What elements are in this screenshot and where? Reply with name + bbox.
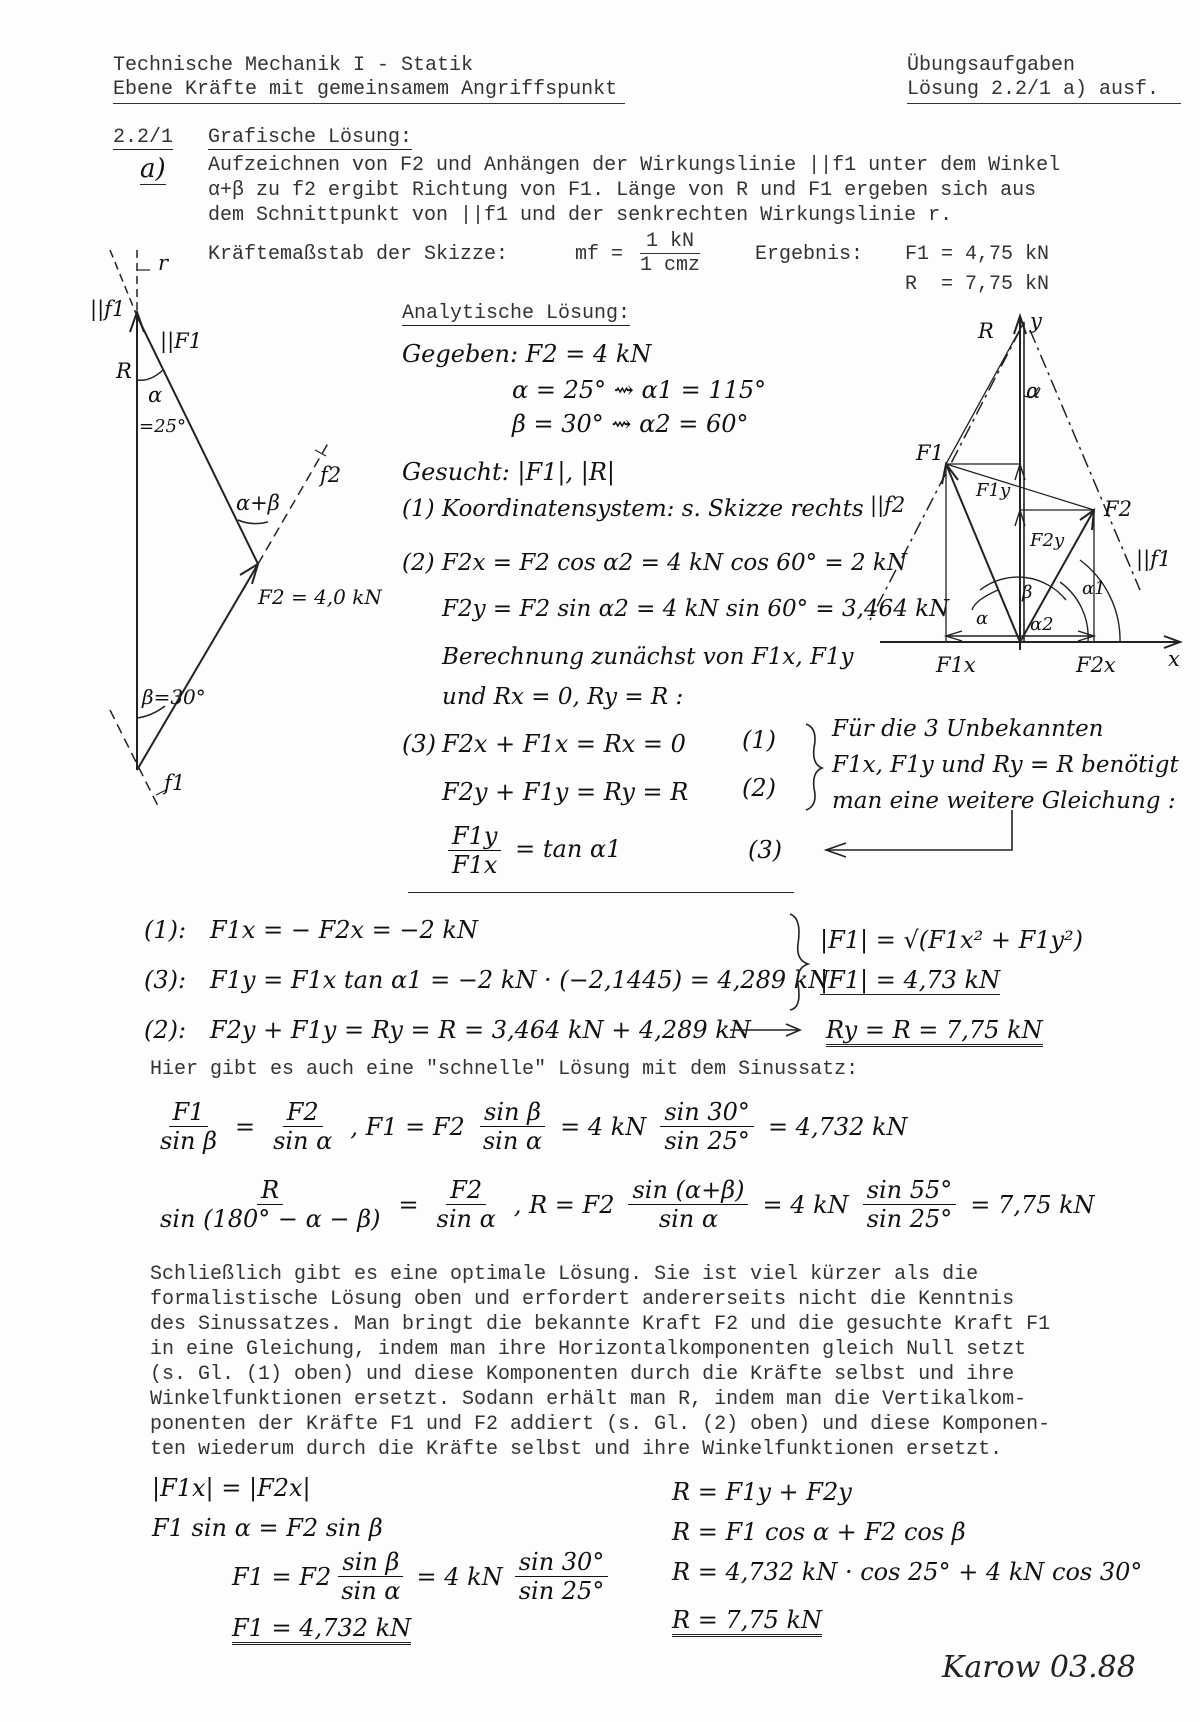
label-F1: F1 — [916, 441, 944, 465]
sine-b-frac-4 — [863, 1176, 957, 1233]
sine-a-frac-4 — [660, 1098, 754, 1155]
final-left-result: F1 = 4,732 kN — [232, 1614, 411, 1645]
sine-b-num-1: R — [257, 1176, 283, 1205]
sine-b-num-3: sin (α+β) — [628, 1176, 748, 1205]
optimal-line-3: des Sinussatzes. Man bringt die bekannte Kraft F2 und die gesuchte Kraft F1 — [150, 1313, 1051, 1336]
label-beta-value: β=30° — [142, 685, 206, 709]
label-alpha1: α1 — [1082, 578, 1106, 599]
label-F2y: F2y — [1030, 530, 1065, 551]
header-course: Technische Mechanik I - Statik — [113, 54, 474, 77]
header-solution-ref: Lösung 2.2/1 a) ausf. — [907, 78, 1160, 101]
result-r: R = 7,75 kN — [905, 273, 1050, 296]
sine-a-frac-2 — [269, 1098, 336, 1155]
result-3-label: (3): — [144, 966, 187, 994]
scale-denominator: 1 cmz — [640, 254, 701, 277]
header-exercises: Übungsaufgaben — [907, 54, 1076, 77]
sine-a-den-2: sin α — [273, 1127, 333, 1155]
label-f1: f1 — [164, 771, 186, 795]
beta-line: β = 30° ⇝ α2 = 60° — [512, 410, 749, 438]
label-F2-value: F2 = 4,0 kN — [258, 585, 382, 609]
sine-b-equals: = — [398, 1190, 419, 1219]
optimal-line-5: (s. Gl. (1) oben) und diese Komponenten durch die Kräfte selbst und ihre — [150, 1363, 1015, 1386]
result-f1: F1 = 4,75 kN — [905, 243, 1050, 266]
part-label: a) — [140, 154, 166, 184]
label-F1x: F1x — [936, 653, 976, 677]
sine-a-num-4: sin 30° — [660, 1098, 754, 1127]
sine-b-den-1: sin (180° − α − β) — [160, 1205, 381, 1233]
step-1: (1) Koordinatensystem: s. Skizze rechts — [402, 496, 864, 522]
sine-b-result: = 7,75 kN — [970, 1190, 1095, 1219]
sine-b-frac-1 — [156, 1176, 384, 1233]
step-2a: (2) F2x = F2 cos α2 = 4 kN cos 60° = 2 kN — [402, 550, 907, 576]
sine-b-num-2: F2 — [446, 1176, 486, 1205]
calc-line-1: Berechnung zunächst von F1x, F1y — [442, 644, 854, 670]
scale-label: Kräftemaßstab der Skizze: — [208, 243, 509, 266]
optimal-line-4: in eine Gleichung, indem man ihre Horizontalkomponenten gleich Null setzt — [150, 1338, 1027, 1361]
result-label: Ergebnis: — [755, 243, 864, 266]
sine-a-num-3: sin β — [480, 1098, 545, 1127]
abs-f1-formula: |F1| = √(F1x² + F1y²) — [820, 926, 1084, 954]
label-alpha-beta: α+β — [236, 491, 280, 515]
final-left-3-mid: = 4 kN — [416, 1562, 503, 1591]
label-x: x — [1168, 647, 1180, 671]
label-f2-parallel: ||f2 — [870, 493, 906, 517]
final-left-3-num-1: sin β — [338, 1548, 403, 1577]
result-1-label: (1): — [144, 916, 187, 944]
result-1: F1x = − F2x = −2 kN — [210, 916, 478, 944]
result-2: F2y + F1y = Ry = R = 3,464 kN + 4,289 kN — [210, 1016, 751, 1044]
intro-line-2: α+β zu f2 ergibt Richtung von F1. Länge von R und F1 ergeben sich aus — [208, 179, 1037, 202]
note-line-2: F1x, F1y und Ry = R benötigt — [832, 752, 1179, 778]
final-right-2: R = F1 cos α + F2 cos β — [672, 1518, 966, 1546]
sine-a-result: = 4,732 kN — [767, 1112, 908, 1141]
label-f2: f2 — [320, 463, 342, 487]
final-left-1: |F1x| = |F2x| — [152, 1474, 311, 1502]
equation-1: F2x + F1x = Rx = 0 — [442, 730, 686, 758]
label-F2x: F2x — [1076, 653, 1116, 677]
optimal-line-1: Schließlich gibt es eine optimale Lösung. Sie ist viel kürzer als die — [150, 1263, 979, 1286]
label-R: R — [116, 359, 132, 383]
final-left-3-num-2: sin 30° — [515, 1548, 609, 1577]
sine-b-den-3: sin α — [658, 1205, 719, 1233]
label-alpha-top: α — [1026, 379, 1041, 403]
sine-a-eq: = 4 kN — [560, 1112, 647, 1141]
label-R: R — [978, 319, 994, 343]
sine-a-equals: = — [234, 1112, 256, 1141]
alpha-line: α = 25° ⇝ α1 = 115° — [512, 376, 767, 404]
label-f1-parallel: ||f1 — [1136, 547, 1172, 571]
sine-a-frac-3 — [479, 1098, 546, 1155]
label-F2: F2 — [1104, 497, 1132, 521]
final-right-3: R = 4,732 kN · cos 25° + 4 kN cos 30° — [672, 1558, 1143, 1586]
eq-group-label: (3) — [402, 730, 436, 758]
label-alpha-lower: α — [976, 608, 989, 629]
sine-a-den-3: sin α — [482, 1127, 543, 1155]
final-left-3-frac-1 — [337, 1548, 404, 1605]
calc-line-2: und Rx = 0, Ry = R : — [442, 684, 684, 710]
sought-line: Gesucht: |F1|, |R| — [402, 458, 615, 486]
header-topic: Ebene Kräfte mit gemeinsamem Angriffspunkt — [113, 78, 618, 101]
sine-a-mid: , F1 = F2 — [350, 1112, 465, 1141]
intro-line-3: dem Schnittpunkt von ||f1 und der senkrechten Wirkungslinie r. — [208, 204, 953, 227]
author-signature: Karow 03.88 — [942, 1650, 1136, 1685]
label-r: r — [158, 251, 169, 275]
optimal-solution-paragraph — [150, 1262, 1180, 1462]
sine-b-den-4: sin 25° — [866, 1205, 953, 1233]
scale-symbol: mf = — [575, 243, 624, 266]
optimal-line-7: ponenten der Kräfte F1 und F2 addiert (s. Gl. (2) oben) und diese Komponen- — [150, 1413, 1051, 1436]
sine-b-frac-3 — [628, 1176, 748, 1233]
section-heading: Grafische Lösung: — [208, 126, 413, 149]
label-alpha-val: =25° — [139, 416, 186, 437]
equation-3-denominator: F1x — [452, 851, 498, 879]
intro-line-1: Aufzeichnen von F2 und Anhängen der Wirkungslinie ||f1 unter dem Winkel — [208, 154, 1061, 177]
sine-b-den-2: sin α — [436, 1205, 496, 1233]
final-left-2: F1 sin α = F2 sin β — [152, 1514, 383, 1542]
sine-b-num-4: sin 55° — [863, 1176, 957, 1205]
equation-2-number: (2) — [742, 774, 776, 802]
sine-a-frac-1 — [156, 1098, 221, 1155]
abs-f1-value: |F1| = 4,73 kN — [820, 966, 1001, 994]
sine-a-den-1: sin β — [160, 1127, 217, 1155]
step-2b: F2y = F2 sin α2 = 4 kN sin 60° = 3,464 kN — [442, 596, 950, 622]
optimal-line-2: formalistische Lösung oben und erfordert andererseits nicht die Kenntnis — [150, 1288, 1015, 1311]
optimal-line-8: ten wiederum durch die Kräfte selbst und ihre Winkelfunktionen ersetzt. — [150, 1438, 1003, 1461]
label-alpha: α — [148, 383, 163, 407]
final-left-3-frac-2 — [515, 1548, 609, 1605]
final-left-3-den-1: sin α — [341, 1577, 401, 1605]
equation-3-number: (3) — [748, 836, 782, 864]
label-beta: β — [1022, 582, 1033, 603]
label-f1-parallel: ||f1 — [90, 297, 126, 321]
equation-3-rhs: = tan α1 — [515, 835, 622, 863]
label-F1-parallel: ||F1 — [160, 329, 203, 353]
scale-numerator: 1 kN — [640, 230, 700, 254]
result-3: F1y = F1x tan α1 = −2 kN · (−2,1445) = 4,289 kN — [210, 966, 830, 994]
ry-value: Ry = R = 7,75 kN — [826, 1016, 1043, 1047]
equation-3-numerator: F1y — [448, 822, 501, 851]
sine-b-mid: , R = F2 — [513, 1190, 615, 1219]
label-F1y: F1y — [976, 480, 1011, 501]
sine-equation-b — [150, 1176, 1103, 1233]
sine-b-frac-2 — [433, 1176, 500, 1233]
given-line: Gegeben: F2 = 4 kN — [402, 340, 652, 368]
sine-a-num-2: F2 — [283, 1098, 323, 1127]
optimal-line-6: Winkelfunktionen ersetzt. Sodann erhält man R, indem man die Vertikalkom- — [150, 1388, 1027, 1411]
equation-1-number: (1) — [742, 726, 776, 754]
sine-intro: Hier gibt es auch eine "schnelle" Lösung mit dem Sinussatz: — [150, 1058, 859, 1081]
final-left-3-pre: F1 = F2 — [232, 1562, 332, 1591]
note-line-3: man eine weitere Gleichung : — [832, 788, 1176, 814]
sine-a-num-1: F1 — [169, 1098, 209, 1127]
result-2-label: (2): — [144, 1016, 187, 1044]
final-left-3 — [232, 1548, 614, 1605]
sine-a-den-4: sin 25° — [664, 1127, 750, 1155]
final-right-1: R = F1y + F2y — [672, 1478, 852, 1506]
analytic-heading: Analytische Lösung: — [402, 302, 631, 325]
results-brace — [790, 914, 808, 1010]
section-number: 2.2/1 — [113, 126, 174, 149]
label-alpha2: α2 — [1030, 614, 1054, 635]
label-y: y — [1030, 309, 1042, 333]
sine-b-eq: = 4 kN — [762, 1190, 849, 1219]
equation-2: F2y + F1y = Ry = R — [442, 778, 689, 806]
sine-equation-a — [150, 1098, 916, 1155]
final-left-3-den-2: sin 25° — [518, 1577, 605, 1605]
final-right-result: R = 7,75 kN — [672, 1606, 822, 1637]
note-line-1: Für die 3 Unbekannten — [832, 716, 1104, 742]
